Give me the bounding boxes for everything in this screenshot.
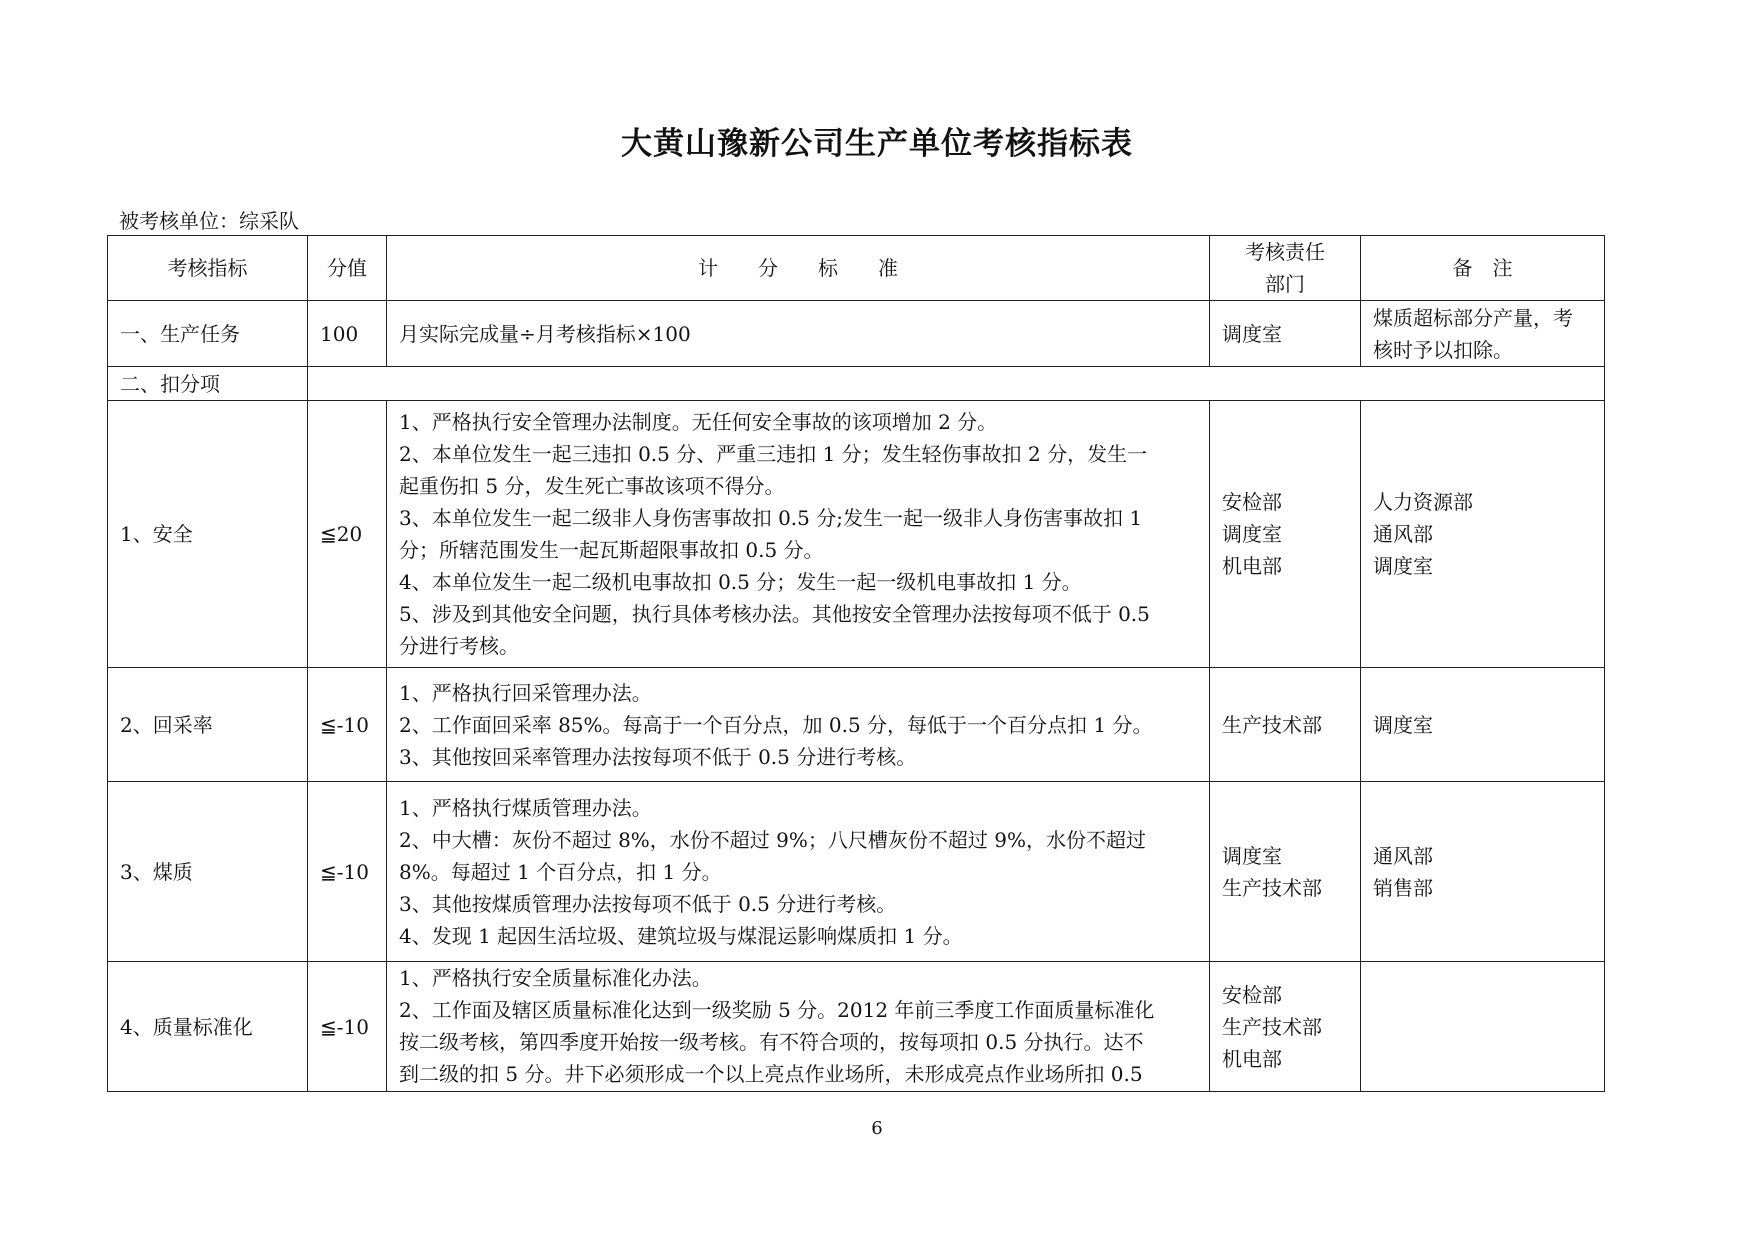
remarks-line: 通风部 bbox=[1373, 522, 1433, 546]
criteria-cell bbox=[387, 301, 1210, 367]
header-score: 分值 bbox=[308, 236, 387, 301]
table-row bbox=[108, 668, 1605, 782]
table-row bbox=[108, 962, 1605, 1092]
remarks-line: 煤质超标部分产量，考 bbox=[1373, 305, 1573, 330]
criteria-line: 2、工作面回采率 85%。每高于一个百分点，加 0.5 分，每低于一个百分点扣 1 分。 bbox=[399, 712, 1153, 737]
criteria-line: 1、严格执行煤质管理办法。 bbox=[399, 795, 652, 820]
header-dept bbox=[1210, 236, 1361, 301]
criteria-line: 8%。每超过 1 个百分点，扣 1 分。 bbox=[399, 859, 722, 884]
assessment-table bbox=[107, 235, 1605, 1092]
dept-line: 生产技术部 bbox=[1222, 712, 1322, 737]
remarks-line: 人力资源部 bbox=[1373, 490, 1473, 514]
page-number: 6 bbox=[871, 1118, 883, 1139]
criteria-line: 分进行考核。 bbox=[399, 634, 519, 658]
indicator-cell: 一、生产任务 bbox=[108, 301, 308, 367]
dept-line: 安检部 bbox=[1222, 490, 1282, 514]
criteria-line: 3、其他按煤质管理办法按每项不低于 0.5 分进行考核。 bbox=[399, 891, 897, 916]
section-label: 二、扣分项 bbox=[108, 367, 308, 401]
criteria-line: 3、其他按回采率管理办法按每项不低于 0.5 分进行考核。 bbox=[399, 744, 917, 769]
dept-line: 机电部 bbox=[1222, 1046, 1282, 1071]
criteria-line: 2、工作面及辖区质量标准化达到一级奖励 5 分。2012 年前三季度工作面质量标准化 bbox=[399, 998, 1155, 1022]
dept-cell bbox=[1210, 301, 1361, 367]
criteria-line: 3、本单位发生一起二级非人身伤害事故扣 0.5 分;发生一起一级非人身伤害事故扣 1 bbox=[399, 506, 1143, 530]
criteria-cell bbox=[387, 401, 1210, 668]
criteria-line: 到二级的扣 5 分。井下必须形成一个以上亮点作业场所，未形成亮点作业场所扣 0.5 bbox=[399, 1062, 1143, 1086]
criteria-line: 起重伤扣 5 分，发生死亡事故该项不得分。 bbox=[399, 474, 785, 498]
section-empty bbox=[308, 367, 1605, 401]
remarks-cell bbox=[1361, 401, 1605, 668]
table-row bbox=[108, 301, 1605, 367]
dept-cell bbox=[1210, 962, 1361, 1092]
indicator-cell: 1、安全 bbox=[108, 401, 308, 668]
criteria-line: 2、本单位发生一起三违扣 0.5 分、严重三违扣 1 分；发生轻伤事故扣 2 分，发生一 bbox=[399, 442, 1148, 466]
remarks-cell bbox=[1361, 782, 1605, 962]
table-row bbox=[108, 401, 1605, 668]
header-dept-line2: 部门 bbox=[1265, 272, 1305, 296]
remarks-cell bbox=[1361, 962, 1605, 1092]
table-header-row bbox=[108, 236, 1605, 301]
header-criteria: 计 分 标 准 bbox=[387, 236, 1210, 301]
dept-cell bbox=[1210, 668, 1361, 782]
criteria-line: 4、发现 1 起因生活垃圾、建筑垃圾与煤混运影响煤质扣 1 分。 bbox=[399, 923, 963, 948]
criteria-line: 月实际完成量÷月考核指标×100 bbox=[399, 321, 691, 346]
remarks-line: 通风部 bbox=[1373, 843, 1433, 868]
dept-line: 安检部 bbox=[1222, 982, 1282, 1007]
dept-line: 生产技术部 bbox=[1222, 1014, 1322, 1039]
dept-line: 调度室 bbox=[1222, 321, 1282, 346]
criteria-line: 分；所辖范围发生一起瓦斯超限事故扣 0.5 分。 bbox=[399, 538, 824, 562]
remarks-line: 调度室 bbox=[1373, 712, 1433, 737]
criteria-cell bbox=[387, 668, 1210, 782]
dept-cell bbox=[1210, 401, 1361, 668]
header-dept-line1: 考核责任 bbox=[1245, 240, 1325, 264]
header-indicator: 考核指标 bbox=[108, 236, 308, 301]
score-cell: ≦-10 bbox=[308, 782, 387, 962]
criteria-line: 1、严格执行安全管理办法制度。无任何安全事故的该项增加 2 分。 bbox=[399, 410, 998, 434]
dept-line: 调度室 bbox=[1222, 843, 1282, 868]
criteria-line: 1、严格执行安全质量标准化办法。 bbox=[399, 966, 712, 990]
assessed-unit-label: 被考核单位：综采队 bbox=[119, 209, 299, 233]
remarks-line: 调度室 bbox=[1373, 554, 1433, 578]
criteria-cell bbox=[387, 782, 1210, 962]
remarks-line: 核时予以扣除。 bbox=[1373, 337, 1513, 362]
table-row bbox=[108, 782, 1605, 962]
score-cell: ≦-10 bbox=[308, 668, 387, 782]
section-row bbox=[108, 367, 1605, 401]
criteria-line: 2、中大槽：灰份不超过 8%，水份不超过 9%；八尺槽灰份不超过 9%，水份不超过 bbox=[399, 827, 1146, 852]
indicator-cell: 3、煤质 bbox=[108, 782, 308, 962]
header-remarks: 备 注 bbox=[1361, 236, 1605, 301]
dept-line: 机电部 bbox=[1222, 554, 1282, 578]
indicator-cell: 4、质量标准化 bbox=[108, 962, 308, 1092]
score-cell: 100 bbox=[308, 301, 387, 367]
criteria-cell bbox=[387, 962, 1210, 1092]
score-cell: ≦20 bbox=[308, 401, 387, 668]
criteria-line: 4、本单位发生一起二级机电事故扣 0.5 分；发生一起一级机电事故扣 1 分。 bbox=[399, 570, 1082, 594]
criteria-line: 按二级考核，第四季度开始按一级考核。有不符合项的，按每项扣 0.5 分执行。达不 bbox=[399, 1030, 1144, 1054]
indicator-cell: 2、回采率 bbox=[108, 668, 308, 782]
criteria-line: 5、涉及到其他安全问题，执行具体考核办法。其他按安全管理办法按每项不低于 0.5 bbox=[399, 602, 1150, 626]
dept-line: 调度室 bbox=[1222, 522, 1282, 546]
remarks-cell bbox=[1361, 301, 1605, 367]
score-cell: ≦-10 bbox=[308, 962, 387, 1092]
criteria-line: 1、严格执行回采管理办法。 bbox=[399, 680, 652, 705]
page-title: 大黄山豫新公司生产单位考核指标表 bbox=[621, 126, 1133, 162]
remarks-cell bbox=[1361, 668, 1605, 782]
dept-line: 生产技术部 bbox=[1222, 875, 1322, 900]
remarks-line: 销售部 bbox=[1373, 875, 1433, 900]
dept-cell bbox=[1210, 782, 1361, 962]
